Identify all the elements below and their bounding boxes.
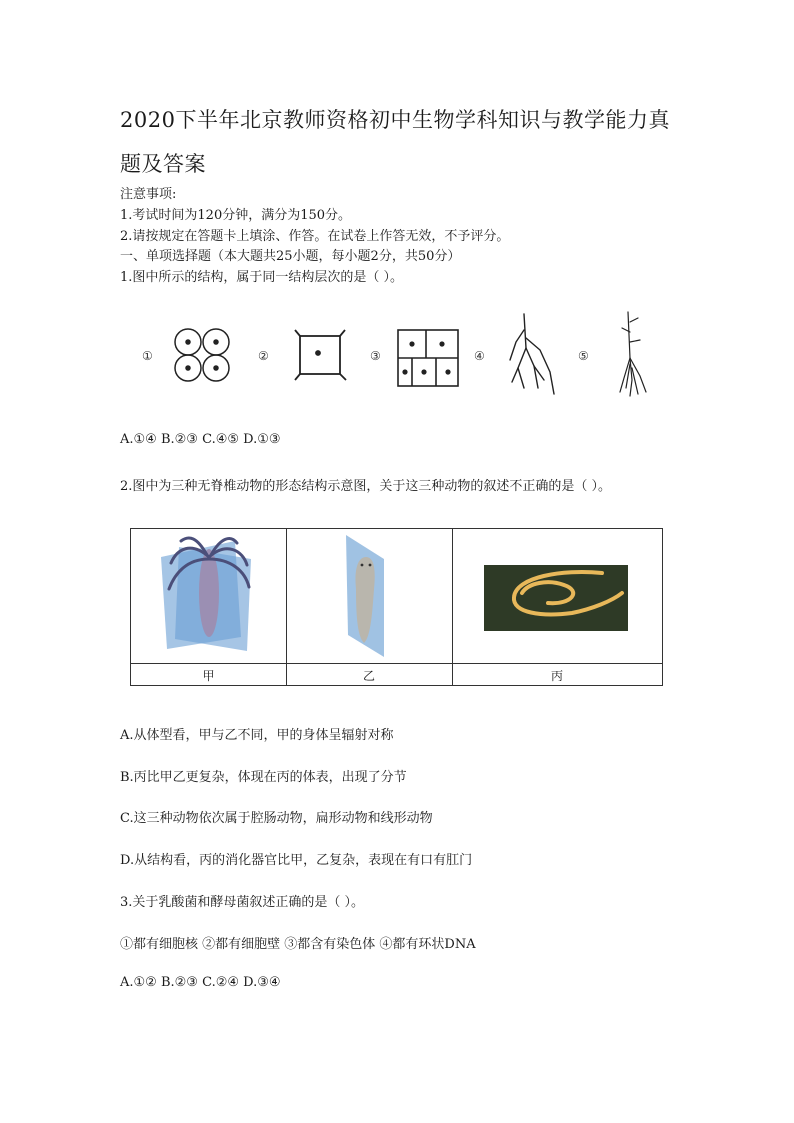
caption-jia: 甲 [202, 669, 215, 683]
image-cell-bing [452, 529, 662, 685]
question-1-options: A.①④ B.②③ C.④⑤ D.①③ [120, 432, 281, 447]
question-2-stem: 2.图中为三种无脊椎动物的形态结构示意图，关于这三种动物的叙述不正确的是（ ）。 [120, 479, 612, 494]
hydra-image [131, 529, 286, 663]
question-1-figure [120, 308, 680, 408]
notice-item-1: 1.考试时间为120分钟，满分为150分。 [120, 208, 352, 223]
question-2-option-b: B.丙比甲乙更复杂，体现在丙的体表，出现了分节 [120, 770, 407, 785]
page-title-line-1: 2020下半年北京教师资格初中生物学科知识与教学能力真 [120, 108, 670, 132]
roundworm-image [452, 529, 662, 663]
figure-label-2: ② [258, 349, 269, 363]
tissue-icon [398, 330, 458, 386]
question-3-stem: 3.关于乳酸菌和酵母菌叙述正确的是（ ）。 [120, 895, 365, 910]
notice-heading: 注意事项: [120, 187, 177, 202]
section-heading: 一、单项选择题（本大题共25小题，每小题2分，共50分） [120, 249, 461, 264]
single-cell-icon [295, 330, 346, 380]
figure-label-4: ④ [474, 349, 485, 363]
planarian-image [286, 529, 452, 663]
question-2-option-c: C.这三种动物依次属于腔肠动物，扁形动物和线形动物 [120, 811, 433, 826]
plant-icon [620, 312, 646, 396]
question-2-option-d: D.从结构看，丙的消化器官比甲，乙复杂，表现在有口有肛门 [120, 853, 473, 868]
question-3-options: A.①② B.②③ C.②④ D.③④ [120, 975, 281, 990]
notice-item-2: 2.请按规定在答题卡上填涂、作答。在试卷上作答无效，不予评分。 [120, 229, 510, 244]
image-cell-yi [286, 529, 453, 685]
question-2-figure-table [130, 528, 663, 686]
caption-yi: 乙 [362, 669, 375, 683]
figure-label-1: ① [142, 349, 153, 363]
image-cell-jia [131, 529, 287, 685]
figure-label-5: ⑤ [578, 349, 589, 363]
question-2-option-a: A.从体型看，甲与乙不同，甲的身体呈辐射对称 [120, 728, 394, 743]
caption-bing: 丙 [550, 669, 563, 683]
root-icon [510, 314, 554, 394]
cell-cluster-icon [175, 329, 229, 381]
figure-label-3: ③ [370, 349, 381, 363]
question-1-stem: 1.图中所示的结构，属于同一结构层次的是（ ）。 [120, 270, 404, 285]
question-3-items: ①都有细胞核 ②都有细胞壁 ③都含有染色体 ④都有环状DNA [120, 937, 476, 952]
page-title-line-2: 题及答案 [120, 152, 206, 176]
